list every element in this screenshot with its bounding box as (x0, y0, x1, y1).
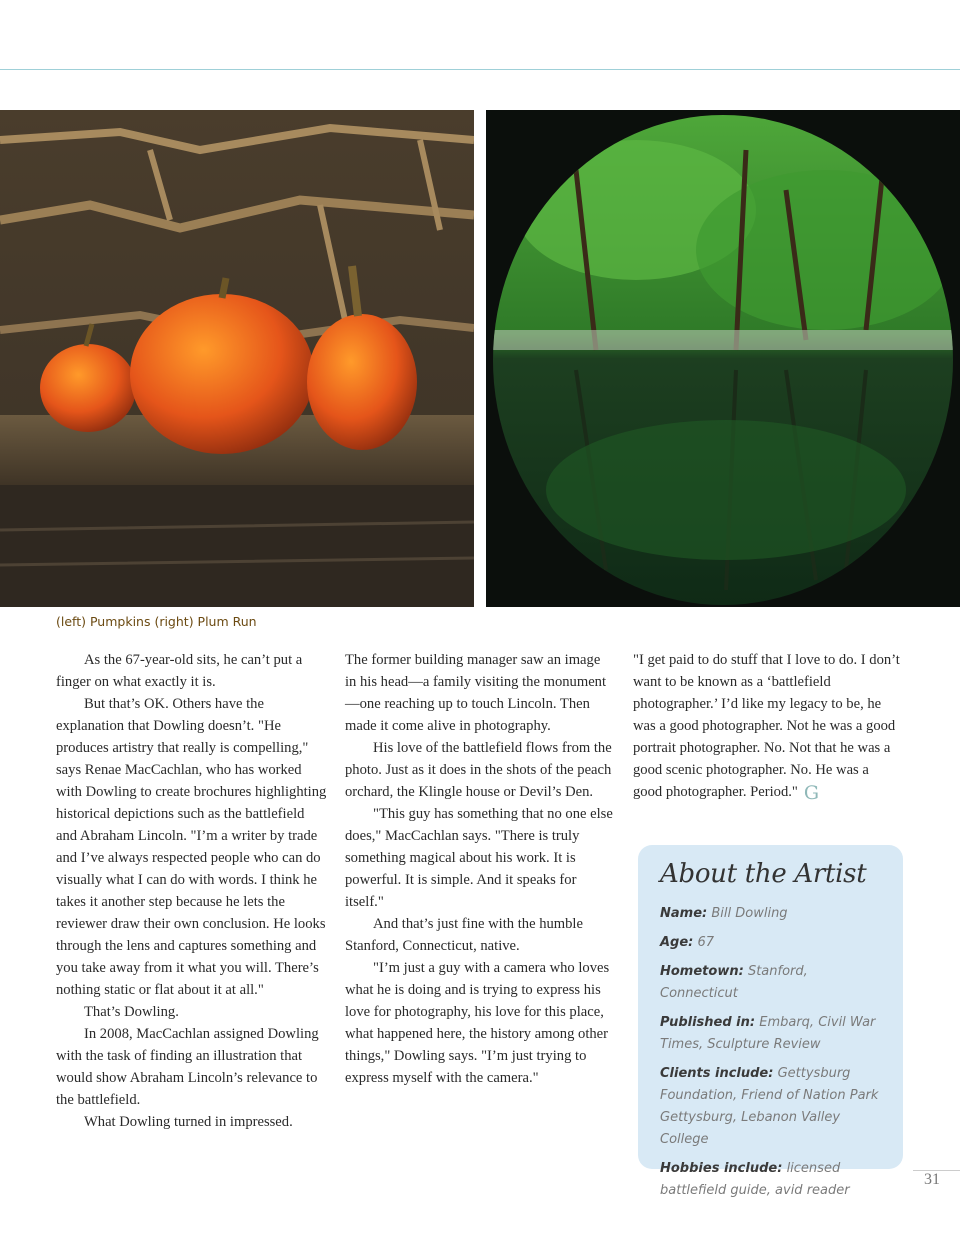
paragraph: That’s Dowling. (84, 1004, 179, 1020)
header-rule (0, 69, 960, 70)
fact-label: Published in: (660, 1015, 756, 1030)
fact-clients (660, 1063, 889, 1151)
paragraph: And that’s just fine with the humble Stanford, Connecticut, native. (345, 916, 583, 954)
pumpkins-photo (0, 110, 474, 607)
fact-label: Hometown: (660, 964, 744, 979)
paragraph (633, 649, 901, 803)
plum-run-photo (486, 110, 960, 607)
photo-caption: (left) Pumpkins (right) Plum Run (56, 614, 257, 629)
fact-published (660, 1012, 889, 1056)
fact-value: licensed battlefield guide, avid reader (660, 1161, 850, 1198)
fact-label: Age: (660, 935, 694, 950)
fact-hometown (660, 961, 889, 1005)
article-column-2 (345, 649, 613, 1089)
fact-hobbies (660, 1158, 889, 1202)
fact-value: Stanford, Connecticut (660, 964, 808, 1001)
article-column-1 (56, 649, 328, 1133)
fact-age (660, 932, 889, 954)
page-number: 31 (924, 1171, 940, 1188)
sidebar-title: About the Artist (660, 859, 867, 889)
about-the-artist-box (638, 845, 903, 1198)
paragraph: But that’s OK. Others have the explanation that Dowling doesn’t. "He produces artistry that really is compelling," says Renae MacCachlan, who has worked with Dowling to create brochures highlighting historical depictions such as the battlefield and Abraham Lincoln. "I’m a writer by trade and I’ve always respected people who can do visually what I can do with words. I think he takes it another step because he lets the reviewer draw their own conclusion. He looks through the lens and captures something and you take away from it what you will. There’s nothing static or flat about it at all." (56, 696, 327, 998)
paragraph: As the 67-year-old sits, he can’t put a finger on what exactly it is. (56, 652, 303, 690)
fact-value: Embarq, Civil War Times, Sculpture Review (660, 1015, 876, 1052)
fact-value: 67 (697, 935, 715, 950)
paragraph: What Dowling turned in impressed. (84, 1114, 293, 1130)
fact-label: Hobbies include: (660, 1161, 783, 1176)
paragraph: His love of the battlefield flows from the photo. Just as it does in the shots of the peach orchard, the Klingle house or Devil’s Den. (345, 740, 612, 800)
end-mark-icon: G (803, 782, 820, 804)
fact-label: Clients include: (660, 1066, 774, 1081)
paragraph: In 2008, MacCachlan assigned Dowling with the task of finding an illustration that would show Abraham Lincoln’s relevance to the battlefield. (56, 1026, 319, 1108)
fact-value: Gettysburg Foundation, Friend of Nation Park Gettysburg, Lebanon Valley College (660, 1066, 879, 1147)
closing-quote: "I get paid to do stuff that I love to do. I don’t want to be known as a ‘battlefield photographer.’ I’d like my legacy to be, he was a good photographer. Not he was a good portrait photographer. No. Not that he was a good scenic photographer. No. He was a good photographer. Period." (633, 652, 900, 800)
paragraph: The former building manager saw an image in his head—a family visiting the monument—one reaching up to touch Lincoln. Then made it come alive in photography. (345, 652, 607, 734)
paragraph: "This guy has something that no one else does," MacCachlan says. "There is truly something magical about his work. It is powerful. It is simple. And it speaks for itself." (345, 806, 613, 910)
fact-name (660, 903, 889, 925)
fact-label: Name: (660, 906, 708, 921)
article-column-3 (633, 649, 901, 803)
paragraph: "I’m just a guy with a camera who loves what he is doing and is trying to express his love for photography, his love for this place, what happened here, the history among other things," Dowling says. "I’m just trying to express myself with the camera." (345, 960, 610, 1086)
fact-value: Bill Dowling (711, 906, 788, 921)
